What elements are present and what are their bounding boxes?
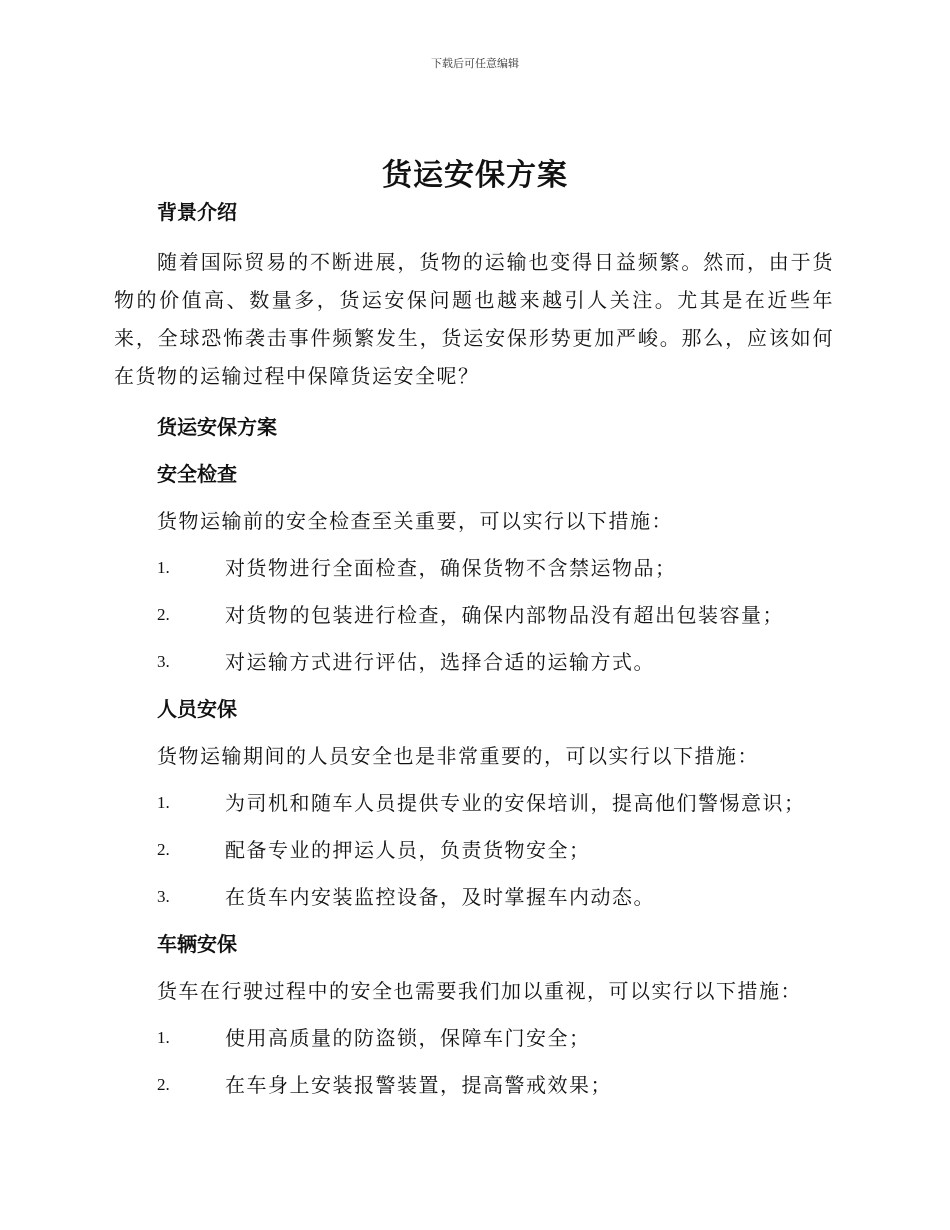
list-item [157,1069,834,1101]
background-paragraph: 随着国际贸易的不断进展，货物的运输也变得日益频繁。然而，由于货物的价值高、数量多，货运安保问题也越来越引人关注。尤其是在近些年来，全球恐怖袭击事件频繁发生，货运安保形势更加严峻。那么，应该如何在货物的运输过程中保障货运安全呢？ [114,250,834,388]
section-lead: 货车在行驶过程中的安全也需要我们加以重视，可以实行以下措施： [157,979,802,1003]
list-number: 3. [157,887,170,906]
list-number: 2. [157,840,170,859]
list-number: 2. [157,1075,170,1094]
section-heading-background: 背景介绍 [157,200,237,224]
section-heading-personnel: 人员安保 [157,697,237,721]
section-lead: 货物运输期间的人员安全也是非常重要的，可以实行以下措施： [157,744,759,768]
list-item [157,1022,834,1054]
list-number: 1. [157,558,170,577]
document-title: 货运安保方案 [382,158,568,193]
list-item [157,646,834,678]
list-item [157,881,834,913]
list-item [157,599,834,631]
list-text: 对运输方式进行评估，选择合适的运输方式。 [225,650,655,674]
list-text: 使用高质量的防盗锁，保障车门安全； [225,1026,591,1050]
list-item [157,787,834,819]
header-note: 下载后可任意编辑 [431,57,519,70]
list-text: 在货车内安装监控设备，及时掌握车内动态。 [225,885,655,909]
list-text: 对货物的包装进行检查，确保内部物品没有超出包装容量； [225,603,784,627]
list-number: 3. [157,652,170,671]
section-heading-plan: 货运安保方案 [157,415,277,439]
list-text: 在车身上安装报警装置，提高警戒效果； [225,1073,612,1097]
list-item [157,552,834,584]
section-lead: 货物运输前的安全检查至关重要，可以实行以下措施： [157,509,673,533]
section-heading-security-check: 安全检查 [157,462,237,486]
list-text: 配备专业的押运人员，负责货物安全； [225,838,591,862]
list-text: 为司机和随车人员提供专业的安保培训，提高他们警惕意识； [225,791,806,815]
list-text: 对货物进行全面检查，确保货物不含禁运物品； [225,556,677,580]
list-number: 2. [157,605,170,624]
list-item [157,834,834,866]
section-heading-vehicle: 车辆安保 [157,932,237,956]
list-number: 1. [157,793,170,812]
list-number: 1. [157,1028,170,1047]
document-body [114,196,834,1101]
